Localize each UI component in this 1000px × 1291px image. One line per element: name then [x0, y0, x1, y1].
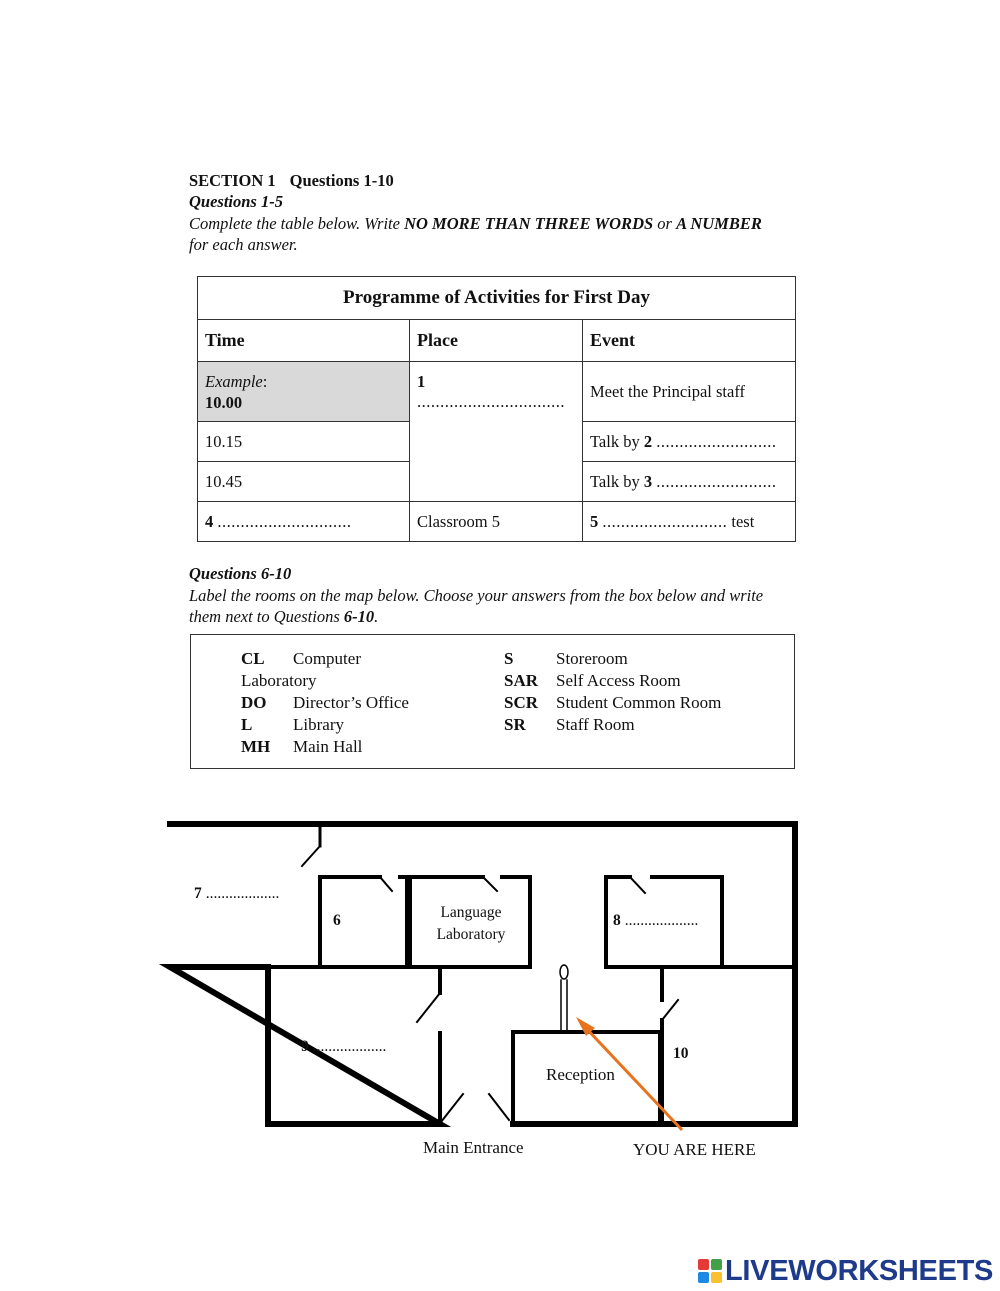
option-code: SR — [504, 715, 526, 734]
instruction-bold: NO MORE THAN THREE WORDS — [404, 214, 654, 233]
q7-label — [194, 885, 279, 902]
talk-by-text: Talk by — [590, 431, 644, 451]
entrance-door-right — [489, 1094, 509, 1120]
main-entrance-label: Main Entrance — [423, 1138, 524, 1157]
door-swing — [302, 846, 320, 866]
outer-wall — [170, 824, 795, 1124]
instruction-text: Complete the table below. Write — [189, 214, 405, 233]
instruction-text: them next to Questions — [189, 607, 344, 626]
language-lab-wall — [410, 877, 530, 967]
questions-1-5-instruction-line2: for each answer. — [189, 235, 298, 254]
option-name: Library — [293, 715, 344, 734]
option-name: Student Common Room — [556, 693, 722, 712]
q5-number: 5 — [590, 511, 599, 531]
language-lab-label: Language — [440, 904, 502, 921]
q9-label — [301, 1038, 386, 1055]
option-code: MH — [241, 737, 271, 756]
option-name: Laboratory — [241, 671, 317, 690]
section-label: SECTION 1 — [189, 171, 276, 190]
q4-number: 4 — [205, 511, 214, 531]
q10-number[interactable]: 10 — [673, 1045, 689, 1062]
language-lab-label: Laboratory — [436, 926, 506, 943]
door-swing — [483, 877, 497, 891]
q6-number[interactable]: 6 — [333, 912, 341, 929]
option-name: Main Hall — [293, 737, 363, 756]
option-code: DO — [241, 693, 267, 712]
person-icon — [560, 965, 568, 979]
door-swing — [662, 1000, 678, 1020]
logo-block — [698, 1259, 709, 1270]
logo-block — [698, 1272, 709, 1283]
you-are-here-label: YOU ARE HERE — [633, 1140, 756, 1159]
q2-number: 2 — [643, 431, 653, 451]
q1-answer-blank[interactable]: ................................ — [417, 392, 565, 411]
test-text: test — [727, 511, 755, 531]
reception-label: Reception — [546, 1065, 615, 1084]
example-label: Example — [205, 371, 263, 391]
table-title: Programme of Activities for First Day — [198, 277, 796, 320]
q8-label — [613, 912, 698, 929]
header-event: Event — [583, 320, 796, 362]
example-time: 10.00 — [205, 392, 243, 412]
option-name: Computer — [293, 649, 361, 668]
instruction-bold: 6-10 — [343, 607, 375, 626]
q2-answer-blank[interactable]: .......................... — [656, 431, 777, 451]
option-code: SCR — [504, 693, 539, 712]
logo-blocks-icon — [698, 1259, 722, 1283]
instruction-text: or — [653, 214, 677, 233]
q9-number: 9 — [301, 1038, 309, 1055]
q8-answer-blank[interactable]: ................... — [624, 912, 699, 929]
door-swing — [630, 877, 645, 893]
q9-answer-blank[interactable]: ................... — [312, 1038, 387, 1055]
questions-6-10-heading: Questions 6-10 — [189, 564, 292, 583]
instruction-bold: A NUMBER — [676, 214, 762, 233]
row2-time: 10.15 — [198, 422, 410, 462]
instruction-text: . — [374, 607, 379, 626]
option-name: Staff Room — [556, 715, 635, 734]
row3-time: 10.45 — [198, 462, 410, 502]
entrance-door-left — [441, 1094, 463, 1122]
q5-answer-blank[interactable]: ........................... — [602, 511, 728, 531]
option-code: CL — [241, 649, 265, 668]
option-code: L — [241, 715, 253, 734]
header-place: Place — [410, 320, 583, 362]
q3-answer-blank[interactable]: .......................... — [656, 471, 777, 491]
option-code: S — [504, 649, 514, 668]
option-name: Self Access Room — [556, 671, 681, 690]
row1-event: Meet the Principal staff — [583, 362, 796, 422]
q7-number: 7 — [194, 885, 202, 902]
logo-text: LIVEWORKSHEETS — [725, 1254, 994, 1287]
row4-place: Classroom 5 — [410, 502, 583, 542]
option-code: SAR — [504, 671, 539, 690]
option-name: Storeroom — [556, 649, 628, 668]
door-swing — [417, 993, 440, 1022]
q8-number: 8 — [613, 912, 621, 929]
door-swing — [380, 877, 392, 891]
header-time: Time — [198, 320, 410, 362]
logo-block — [711, 1259, 722, 1270]
q3-number: 3 — [643, 471, 653, 491]
q7-answer-blank[interactable]: ................... — [205, 885, 280, 902]
talk-by-text: Talk by — [590, 471, 644, 491]
questions-6-10-instruction: Label the rooms on the map below. Choose your answers from the box below and write — [189, 586, 764, 605]
section-questions: Questions 1-10 — [289, 171, 394, 190]
example-colon: : — [262, 371, 268, 391]
q1-number: 1 — [417, 372, 426, 391]
q4-answer-blank[interactable]: ............................. — [217, 511, 352, 531]
questions-1-5-heading: Questions 1-5 — [189, 192, 283, 211]
liveworksheets-logo — [698, 1256, 993, 1286]
option-name: Director’s Office — [293, 693, 409, 712]
logo-block — [711, 1272, 722, 1283]
